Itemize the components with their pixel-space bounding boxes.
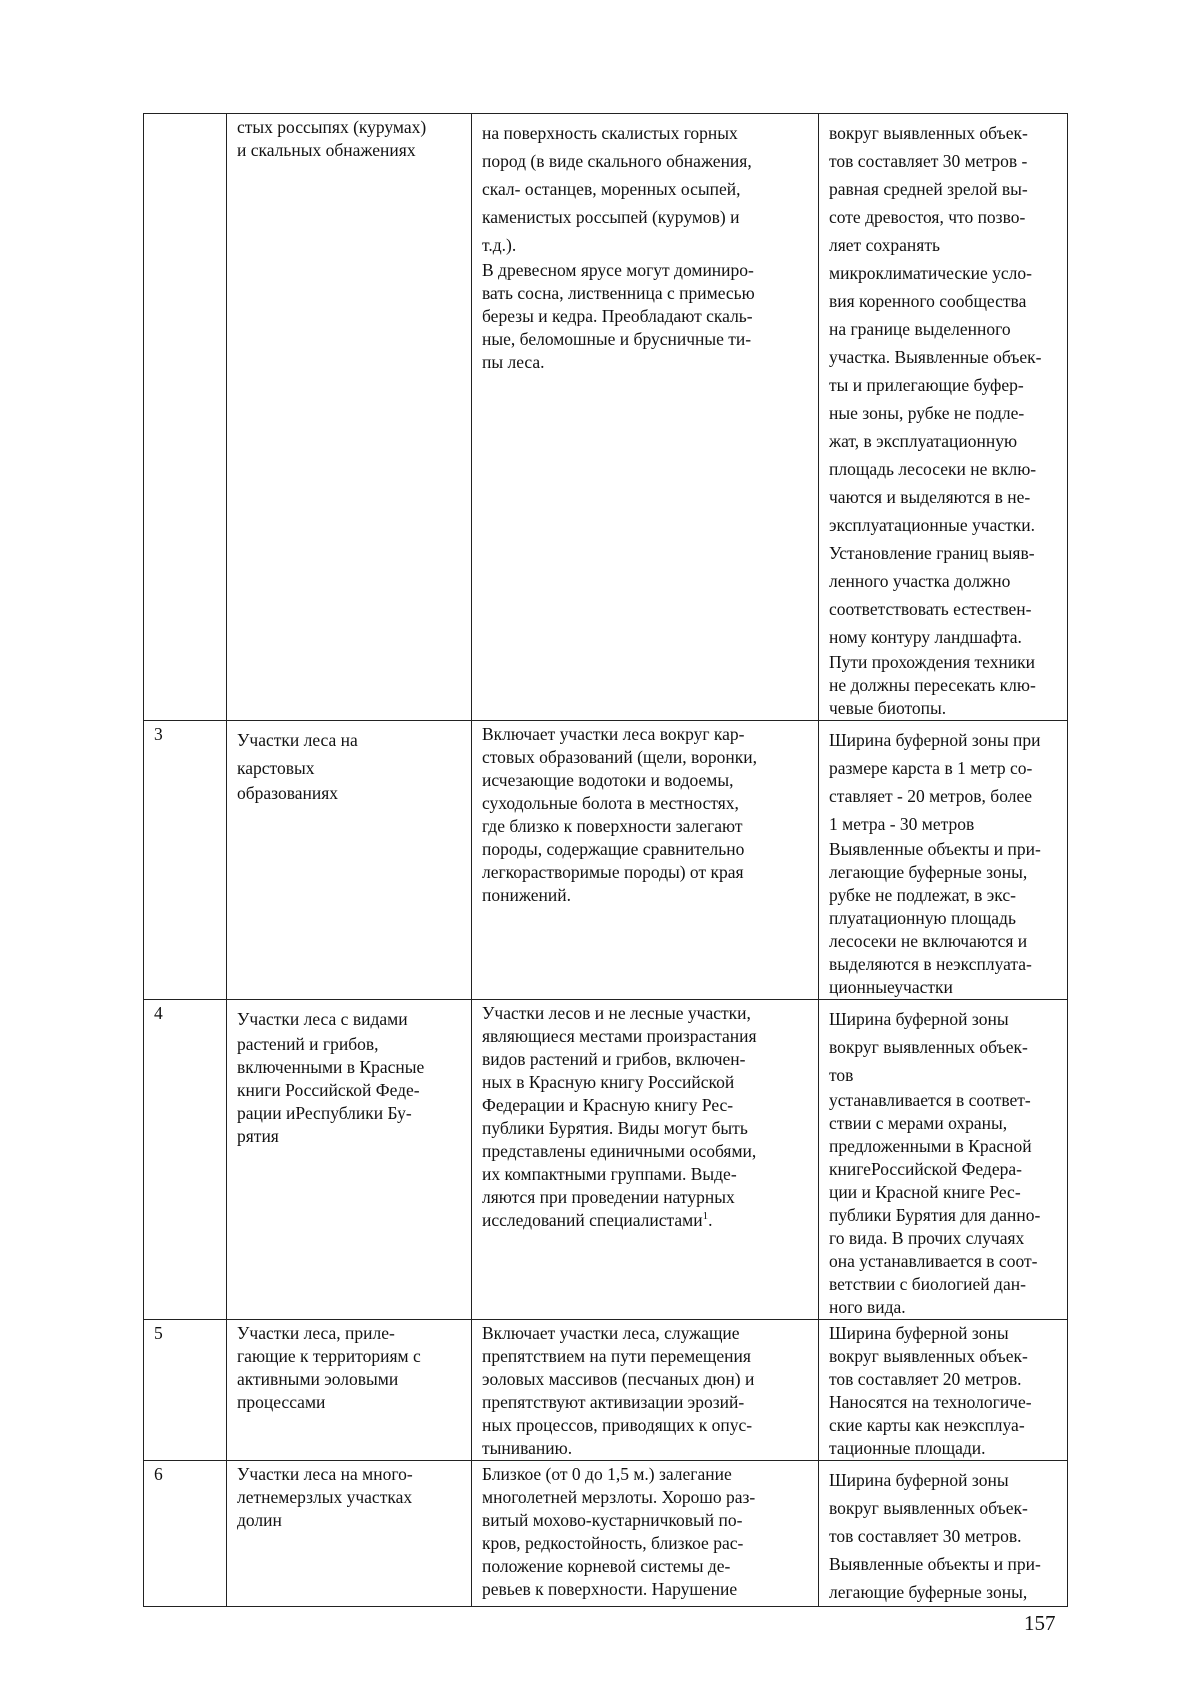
table-row — [144, 114, 1068, 721]
text-line: легающие буферные зоны, — [829, 862, 1028, 882]
text-line: вать сосна, лиственница с примесью — [482, 283, 755, 303]
text-line: гающие к территориям с — [237, 1346, 421, 1366]
text-line: соответствовать естествен- — [829, 599, 1032, 619]
text-line: Пути прохождения техники — [829, 652, 1036, 672]
text-line: включенными в Красные — [237, 1057, 425, 1077]
row-number-cell: 5 — [144, 1320, 227, 1461]
text-line: ветствии с биологией дан- — [829, 1274, 1026, 1294]
text-line: витый мохово-кустарничковый по- — [482, 1510, 743, 1530]
text-line: тов составляет 20 метров. — [829, 1369, 1022, 1389]
text-line: Выявленные объекты и при- — [829, 1554, 1041, 1574]
text-line: тов — [829, 1065, 854, 1085]
description-cell — [472, 1461, 819, 1607]
text-line: Включает участки леса вокруг кар- — [482, 724, 745, 744]
text-line: представлены единичными особями, — [482, 1141, 757, 1161]
text-line: го вида. В прочих случаях — [829, 1228, 1025, 1248]
text-line: тов составляет 30 метров - — [829, 151, 1028, 171]
table-row — [144, 1320, 1068, 1461]
text-line: вокруг выявленных объек- — [829, 1498, 1028, 1518]
measures-cell — [819, 114, 1068, 721]
text-line: на границе выделенного — [829, 319, 1011, 339]
text-line: положение корневой системы де- — [482, 1556, 731, 1576]
description-cell — [472, 721, 819, 1000]
text-line: березы и кедра. Преобладают скаль- — [482, 306, 753, 326]
text-line: рятия — [237, 1126, 279, 1146]
footnote-marker: 1 — [702, 1210, 709, 1223]
text-line: ленного участка должно — [829, 571, 1011, 591]
text-line: ствии с мерами охраны, — [829, 1113, 1008, 1133]
text-line: образованиях — [237, 783, 339, 803]
text-line: ты и прилегающие буфер- — [829, 375, 1024, 395]
text-line: скал- останцев, моренных осыпей, — [482, 179, 741, 199]
row-number-cell: 6 — [144, 1461, 227, 1607]
text-line: жат, в эксплуатационную — [829, 431, 1018, 451]
text-line: Участки леса на — [237, 730, 358, 750]
text-line: долин — [237, 1510, 282, 1530]
row-number-cell — [144, 114, 227, 721]
table-row — [144, 1461, 1068, 1607]
text-line: ных процессов, приводящих к опус- — [482, 1415, 753, 1435]
text-line: рации иРеспублики Бу- — [237, 1103, 412, 1123]
text-line: Участки леса, приле- — [237, 1323, 395, 1343]
area-name-cell — [227, 1320, 472, 1461]
text-line: выделяются в неэксплуата- — [829, 954, 1032, 974]
text-line: карстовых — [237, 758, 315, 778]
text-line: стовых образований (щели, воронки, — [482, 747, 758, 767]
measures-cell — [819, 1320, 1068, 1461]
description-cell — [472, 1000, 819, 1320]
row-number-cell: 3 — [144, 721, 227, 1000]
text-line: на поверхность скалистых горных — [482, 123, 738, 143]
text-line: книгеРоссийской Федера- — [829, 1159, 1022, 1179]
text-line: препятствуют активизации эрозий- — [482, 1392, 745, 1412]
text-line: Ширина буферной зоны — [829, 1009, 1009, 1029]
text-line: вокруг выявленных объек- — [829, 123, 1028, 143]
text-line: ции и Красной книге Рес- — [829, 1182, 1021, 1202]
text-line: Участки леса на много- — [237, 1464, 413, 1484]
table-row — [144, 1000, 1068, 1320]
area-name-cell — [227, 721, 472, 1000]
text-line: каменистых россыпей (курумов) и — [482, 207, 740, 227]
text-line: не должны пересекать клю- — [829, 675, 1036, 695]
measures-cell — [819, 1461, 1068, 1607]
description-cell — [472, 1320, 819, 1461]
text-line: публики Бурятия. Виды могут быть — [482, 1118, 748, 1138]
text-line: ных в Красную книгу Российской — [482, 1072, 735, 1092]
text-line: эоловых массивов (песчаных дюн) и — [482, 1369, 755, 1389]
text-line: Ширина буферной зоны при — [829, 730, 1041, 750]
text-line: суходольные болота в местностях, — [482, 793, 739, 813]
text-line: равная средней зрелой вы- — [829, 179, 1028, 199]
text-line: ские карты как неэксплуа- — [829, 1415, 1025, 1435]
text-line: 1 метра - 30 метров — [829, 814, 975, 834]
text-line: Наносятся на технологиче- — [829, 1392, 1032, 1412]
text-line: соте древостоя, что позво- — [829, 207, 1026, 227]
row-number-cell: 4 — [144, 1000, 227, 1320]
text-line: вокруг выявленных объек- — [829, 1037, 1028, 1057]
text-line: она устанавливается в соот- — [829, 1251, 1038, 1271]
text-line: ного вида. — [829, 1297, 906, 1317]
text-line: тыниванию. — [482, 1438, 573, 1458]
text-line: ставляет - 20 метров, более — [829, 786, 1032, 806]
text-line: породы, содержащие сравнительно — [482, 839, 745, 859]
text-line: Ширина буферной зоны — [829, 1470, 1009, 1490]
text-line: чевые биотопы. — [829, 698, 947, 718]
text-line: легающие буферные зоны, — [829, 1582, 1028, 1602]
forest-areas-table — [143, 113, 1068, 1607]
text-line: микроклиматические усло- — [829, 263, 1032, 283]
text-line: Установление границ выяв- — [829, 543, 1035, 563]
text-line: ционныеучастки — [829, 977, 953, 997]
text-line: и скальных обнажениях — [237, 140, 416, 160]
text-line: публики Бурятия для данно- — [829, 1205, 1041, 1225]
area-name-cell — [227, 1461, 472, 1607]
area-name-cell — [227, 114, 472, 721]
text-line: видов растений и грибов, включен- — [482, 1049, 746, 1069]
text-line: ные, беломошные и брусничные ти- — [482, 329, 752, 349]
text-line: т.д.). — [482, 235, 517, 255]
text-line: чаются и выделяются в не- — [829, 487, 1031, 507]
description-cell — [472, 114, 819, 721]
text-line: легкорастворимые породы) от края — [482, 862, 744, 882]
text-line: Участки лесов и не лесные участки, — [482, 1003, 751, 1023]
text-line: вия коренного сообщества — [829, 291, 1027, 311]
text-line: Близкое (от 0 до 1,5 м.) залегание — [482, 1464, 732, 1484]
text-line: летнемерзлых участках — [237, 1487, 413, 1507]
text-line: эксплуатационные участки. — [829, 515, 1035, 535]
text-line: исследований специалистами$^1$. — [482, 1210, 713, 1230]
text-line: кров, редкостойность, близкое рас- — [482, 1533, 744, 1553]
text-line: лесосеки не включаются и — [829, 931, 1028, 951]
text-line: являющиеся местами произрастания — [482, 1026, 757, 1046]
page-number: 157 — [1024, 1611, 1056, 1635]
text-line: Федерации и Красную книгу Рес- — [482, 1095, 734, 1115]
text-line: ному контуру ландшафта. — [829, 627, 1022, 647]
text-line: Ширина буферной зоны — [829, 1323, 1009, 1343]
text-line: их компактными группами. Выде- — [482, 1164, 737, 1184]
measures-cell — [819, 1000, 1068, 1320]
text-line: где близко к поверхности залегают — [482, 816, 743, 836]
text-line: понижений. — [482, 885, 571, 905]
text-line: Участки леса с видами — [237, 1009, 408, 1029]
text-line: В древесном ярусе могут доминиро- — [482, 260, 754, 280]
text-line: исчезающие водотоки и водоемы, — [482, 770, 734, 790]
text-line: ляются при проведении натурных — [482, 1187, 735, 1207]
text-line: ревьев к поверхности. Нарушение — [482, 1579, 738, 1599]
table-row — [144, 721, 1068, 1000]
text-line: площадь лесосеки не вклю- — [829, 459, 1037, 479]
text-line: устанавливается в соответ- — [829, 1090, 1031, 1110]
measures-cell — [819, 721, 1068, 1000]
text-line: пород (в виде скального обнажения, — [482, 151, 752, 171]
text-line: вокруг выявленных объек- — [829, 1346, 1028, 1366]
text-line: участка. Выявленные объек- — [829, 347, 1042, 367]
area-name-cell — [227, 1000, 472, 1320]
text-line: растений и грибов, — [237, 1034, 379, 1054]
text-line: многолетней мерзлоты. Хорошо раз- — [482, 1487, 756, 1507]
text-line: рубке не подлежат, в экс- — [829, 885, 1016, 905]
text-line: тов составляет 30 метров. — [829, 1526, 1022, 1546]
text-line: стых россыпях (курумах) — [237, 117, 427, 137]
text-line: предложенными в Красной — [829, 1136, 1032, 1156]
text-line: Включает участки леса, служащие — [482, 1323, 740, 1343]
text-line: препятствием на пути перемещения — [482, 1346, 751, 1366]
text-line: плуатационную площадь — [829, 908, 1016, 928]
text-line: размере карста в 1 метр со- — [829, 758, 1033, 778]
text-line: процессами — [237, 1392, 326, 1412]
text-line: ляет сохранять — [829, 235, 940, 255]
text-line: тационные площади. — [829, 1438, 986, 1458]
text-line: пы леса. — [482, 352, 545, 372]
text-line: Выявленные объекты и при- — [829, 839, 1041, 859]
text-line: книги Российской Феде- — [237, 1080, 420, 1100]
text-line: активными эоловыми — [237, 1369, 399, 1389]
text-line: ные зоны, рубке не подле- — [829, 403, 1025, 423]
